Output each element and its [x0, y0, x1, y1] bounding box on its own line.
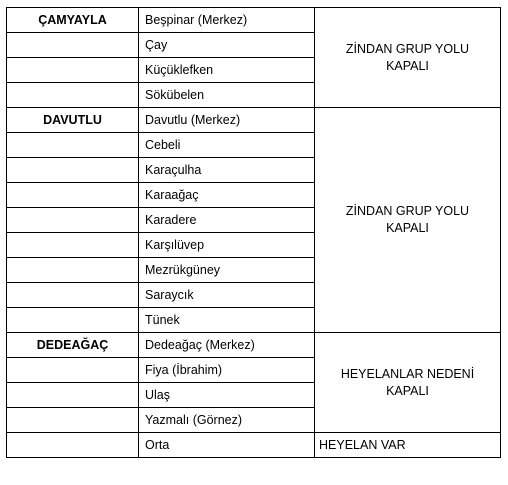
group-cell-empty [7, 283, 139, 308]
village-cell: Karşılüvep [139, 233, 315, 258]
village-cell: Küçüklefken [139, 58, 315, 83]
status-line: ZİNDAN GRUP YOLU [345, 41, 470, 56]
group-cell-empty [7, 133, 139, 158]
table-row [7, 108, 501, 133]
village-cell: Beşpinar (Merkez) [139, 8, 315, 33]
road-status-table [6, 7, 501, 458]
status-line: KAPALI [386, 221, 429, 235]
table-row [7, 8, 501, 33]
village-cell: Sökübelen [139, 83, 315, 108]
group-cell-empty [7, 208, 139, 233]
village-cell: Yazmalı (Görnez) [139, 408, 315, 433]
village-cell: Ulaş [139, 383, 315, 408]
village-cell: Çay [139, 33, 315, 58]
village-cell: Davutlu (Merkez) [139, 108, 315, 133]
table-row [7, 333, 501, 358]
status-cell-dedeagac [315, 333, 501, 433]
status-line: ZİNDAN GRUP YOLU [345, 204, 470, 218]
table-row [7, 433, 501, 458]
group-cell-empty [7, 233, 139, 258]
group-cell-empty [7, 58, 139, 83]
group-name-camyayla: ÇAMYAYLA [7, 8, 139, 33]
status-cell-orta: HEYELAN VAR [315, 433, 501, 458]
village-cell: Karaağaç [139, 183, 315, 208]
group-cell-empty [7, 308, 139, 333]
group-cell-empty [7, 358, 139, 383]
village-cell: Orta [139, 433, 315, 458]
group-cell-empty [7, 433, 139, 458]
village-cell: Fiya (İbrahim) [139, 358, 315, 383]
group-cell-empty [7, 183, 139, 208]
status-cell-davutlu [315, 108, 501, 333]
group-cell-empty [7, 83, 139, 108]
group-name-dedeagac: DEDEAĞAÇ [7, 333, 139, 358]
group-name-davutlu: DAVUTLU [7, 108, 139, 133]
village-cell: Cebeli [139, 133, 315, 158]
status-cell-camyayla [315, 8, 501, 108]
village-cell: Saraycık [139, 283, 315, 308]
village-cell: Mezrükgüney [139, 258, 315, 283]
group-cell-empty [7, 33, 139, 58]
village-cell: Karadere [139, 208, 315, 233]
village-cell: Tünek [139, 308, 315, 333]
group-cell-empty [7, 408, 139, 433]
group-cell-empty [7, 383, 139, 408]
village-cell: Dedeağaç (Merkez) [139, 333, 315, 358]
village-cell: Karaçulha [139, 158, 315, 183]
group-cell-empty [7, 258, 139, 283]
status-line: KAPALI [386, 58, 429, 73]
status-line: KAPALI [386, 383, 429, 398]
group-cell-empty [7, 158, 139, 183]
status-line: HEYELANLAR NEDENİ [340, 366, 475, 381]
road-status-table-container [6, 7, 501, 458]
